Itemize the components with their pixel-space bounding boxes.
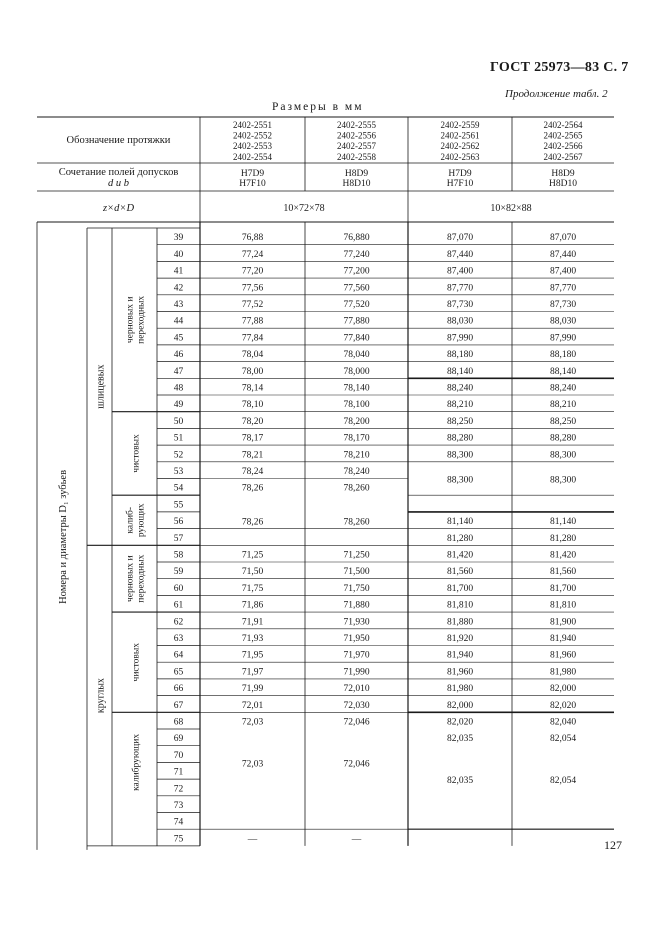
diameter-value: 78,17 [241, 433, 264, 444]
diameter-value: 78,20 [241, 416, 264, 427]
diameter-value: 71,75 [241, 583, 264, 594]
tooth-number: 49 [173, 400, 184, 411]
diameter-value: 76,880 [343, 233, 370, 244]
diameter-value: 71,500 [343, 567, 370, 578]
finish-spline-label: чистовых [131, 434, 142, 473]
designation-code: 2402-2563 [440, 151, 480, 162]
designation-code: 2402-2566 [543, 141, 583, 152]
diameter-value: 77,52 [241, 300, 264, 310]
standard-title: ГОСТ 25973—83 С. 7 [490, 60, 629, 75]
designation-code: 2402-2555 [337, 120, 376, 130]
diameter-value: 71,97 [241, 667, 264, 678]
diameter-value: 71,990 [343, 667, 370, 678]
tooth-number: 75 [173, 834, 184, 845]
diameter-value: 81,560 [446, 567, 474, 578]
tooth-number: 48 [173, 383, 184, 394]
zdD-label: z×d×D [102, 203, 135, 214]
diameter-value: 77,84 [241, 333, 264, 344]
diameter-value: 81,280 [549, 533, 577, 544]
diameter-value: 78,21 [241, 450, 264, 461]
diameter-value-merged: 72,046 [343, 759, 370, 770]
diameter-value: 81,980 [549, 667, 577, 678]
tolerance-code: H7F10 [446, 179, 474, 189]
diameter-value: 71,250 [343, 550, 370, 561]
diameter-value: 81,980 [446, 684, 474, 695]
rough-spline-label: переходных [136, 295, 147, 344]
tolerance-code: H7F10 [239, 179, 266, 189]
diameter-value-merged: 82,035 [446, 776, 474, 787]
diameter-value: 87,730 [446, 300, 474, 310]
diameter-value: 88,300 [446, 450, 474, 461]
tolerance-code: H7D9 [448, 169, 472, 179]
tooth-number: 39 [173, 233, 184, 244]
diameter-value: 88,210 [446, 400, 474, 411]
diameter-value: 71,880 [343, 600, 370, 611]
diameter-value: 78,100 [343, 400, 370, 411]
tolerance-code: H8D9 [344, 169, 369, 179]
page-number: 127 [604, 838, 622, 852]
diameter-value: 78,240 [343, 467, 370, 477]
tooth-number: 70 [173, 750, 184, 761]
diameter-value: 87,400 [446, 266, 474, 277]
diameter-value: 88,240 [549, 383, 577, 394]
designation-code: 2402-2556 [337, 130, 376, 141]
diameter-value: 88,300 [549, 450, 577, 461]
diameter-value: 71,86 [241, 600, 264, 611]
diameter-value: 72,046 [343, 717, 370, 728]
finish-round-label: чистовых [131, 642, 142, 682]
designation-code: 2402-2551 [233, 120, 272, 130]
designation-code: 2402-2552 [233, 130, 272, 141]
diameter-value: 81,940 [549, 634, 577, 644]
designation-code: 2402-2559 [440, 120, 480, 130]
diameter-value: 71,99 [241, 684, 264, 695]
diameter-value: 78,210 [343, 450, 370, 461]
diameter-value: 77,56 [241, 283, 264, 294]
designation-code: 2402-2557 [337, 141, 376, 152]
diameter-value: 82,054 [549, 734, 577, 745]
diameter-value: 81,560 [549, 567, 577, 578]
diameter-value: 81,920 [446, 634, 474, 644]
diameter-value: 88,280 [549, 433, 577, 444]
tooth-number: 65 [173, 667, 184, 678]
diameter-value: 88,030 [549, 316, 577, 327]
diameter-value: 88,250 [446, 416, 474, 427]
diameter-value: 81,810 [549, 600, 577, 611]
diameter-value: 88,140 [446, 366, 474, 377]
diameter-value: 77,200 [343, 266, 370, 277]
rough-round-label: черновых и [125, 555, 136, 603]
diameter-value-merged: 78,260 [343, 517, 370, 528]
diameter-value: 71,50 [241, 567, 264, 578]
tooth-number: 60 [173, 583, 184, 594]
tolerance-code: H8D9 [551, 169, 575, 179]
tooth-number: 43 [173, 300, 184, 310]
tooth-number: 56 [173, 517, 184, 528]
diameter-value: 82,020 [446, 717, 474, 728]
diameter-value: 88,280 [446, 433, 474, 444]
calibrating-round-label: калибрующих [131, 733, 142, 791]
diameter-value: 77,240 [343, 249, 370, 260]
diameter-value: 78,000 [343, 366, 370, 377]
designation-code: 2402-2564 [543, 120, 583, 130]
diameter-value: 72,01 [241, 700, 264, 711]
diameter-value: 81,700 [446, 583, 474, 594]
diameter-value: 87,070 [549, 233, 577, 244]
tooth-number: 41 [173, 266, 184, 277]
tolerance-code: H7D9 [240, 169, 265, 179]
tooth-number: 47 [173, 366, 184, 377]
tolerance-code: H8D10 [342, 179, 371, 189]
tooth-number: 42 [173, 283, 184, 294]
diameter-value: 72,030 [343, 700, 370, 711]
tooth-number: 71 [173, 767, 184, 778]
diameter-value-merged: 72,03 [241, 759, 264, 770]
diameter-value: — [247, 834, 258, 845]
tooth-number: 58 [173, 550, 184, 561]
diameter-value: 87,440 [549, 249, 577, 260]
diameter-value: 76,88 [241, 233, 264, 244]
diameter-value: 78,200 [343, 416, 370, 427]
rough-spline-label: черновых и [125, 296, 136, 344]
spline-teeth-label: шлицевых [95, 364, 107, 409]
tooth-number: 50 [173, 416, 184, 427]
tooth-number: 51 [173, 433, 184, 444]
tooth-number: 69 [173, 734, 184, 745]
diameter-value: 88,180 [446, 350, 474, 361]
diameter-value: 82,035 [446, 734, 474, 745]
diameter-value: 77,880 [343, 316, 370, 327]
diameter-value: 81,810 [446, 600, 474, 611]
diameter-value: 77,24 [241, 249, 264, 260]
tooth-number: 66 [173, 684, 184, 695]
table-continuation-note: Продолжение табл. 2 [505, 88, 608, 100]
tooth-number: 63 [173, 634, 184, 644]
tolerance-label: Сочетание полей допусков [58, 167, 179, 178]
designation-label: Обозначение протяжки [66, 135, 171, 146]
diameter-value: 88,180 [549, 350, 577, 361]
tooth-number: 62 [173, 617, 184, 628]
diameter-value-merged: 78,26 [241, 517, 264, 528]
tooth-number: 46 [173, 350, 184, 361]
diameter-value: 81,960 [446, 667, 474, 678]
diameter-value: 88,210 [549, 400, 577, 411]
tooth-number: 68 [173, 717, 184, 728]
round-teeth-label: круглых [95, 678, 107, 714]
designation-code: 2402-2565 [543, 130, 583, 141]
diameter-value: 87,730 [549, 300, 577, 310]
diameter-value: 71,91 [241, 617, 264, 628]
diameter-value: 81,900 [549, 617, 577, 628]
tooth-number: 74 [173, 817, 184, 828]
diameter-value: 81,700 [549, 583, 577, 594]
tooth-number: 55 [173, 500, 184, 511]
diameter-value: 77,560 [343, 283, 370, 294]
diameter-value: 71,950 [343, 634, 370, 644]
calibrating-spline-label: рующих [136, 503, 147, 538]
diameter-value: 82,040 [549, 717, 577, 728]
diameter-value: 81,140 [446, 517, 474, 528]
diameter-value: 71,93 [241, 634, 264, 644]
diameter-value: 78,170 [343, 433, 370, 444]
diameter-value: 78,260 [343, 483, 370, 494]
diameter-value: 82,000 [549, 684, 577, 695]
diameter-value: 82,000 [446, 700, 474, 711]
rough-round-label: переходных [136, 554, 147, 603]
diameter-value: 81,420 [446, 550, 474, 561]
designation-code: 2402-2561 [440, 130, 480, 141]
tooth-number: 54 [173, 483, 184, 494]
diameter-value: 78,26 [241, 483, 264, 494]
diameter-value: 72,010 [343, 684, 370, 695]
diameter-value: 78,10 [241, 400, 264, 411]
diameter-value: 88,250 [549, 416, 577, 427]
diameter-value: 81,420 [549, 550, 577, 561]
tooth-number: 40 [173, 249, 184, 260]
tooth-number: 53 [173, 467, 184, 477]
diameter-value: 87,770 [446, 283, 474, 294]
tooth-number: 44 [173, 316, 184, 327]
diameter-value: 78,140 [343, 383, 370, 394]
designation-code: 2402-2553 [233, 141, 272, 152]
diameter-value: 81,880 [446, 617, 474, 628]
tooth-number: 45 [173, 333, 184, 344]
diameter-value: 87,400 [549, 266, 577, 277]
designation-code: 2402-2567 [543, 151, 583, 162]
diameter-value-merged: 88,300 [446, 475, 474, 486]
diameter-value: 78,24 [241, 467, 264, 477]
tolerance-code: H8D10 [549, 179, 577, 189]
diameter-value: 71,95 [241, 650, 264, 661]
tooth-number: 64 [173, 650, 184, 661]
diameter-value: 87,070 [446, 233, 474, 244]
designation-code: 2402-2558 [337, 151, 376, 162]
tooth-number: 67 [173, 700, 184, 711]
tolerance-label-sub: d и b [108, 178, 129, 189]
diameter-value: 72,03 [241, 717, 264, 728]
diameter-value: 71,930 [343, 617, 370, 628]
diameter-value: 77,520 [343, 300, 370, 310]
diameter-value: 81,280 [446, 533, 474, 544]
designation-code: 2402-2562 [440, 141, 480, 152]
diameter-value: 87,440 [446, 249, 474, 260]
diameter-value: 88,030 [446, 316, 474, 327]
tooth-number: 59 [173, 567, 184, 578]
diameter-value: 87,770 [549, 283, 577, 294]
tooth-number: 52 [173, 450, 184, 461]
diameter-value-merged: 88,300 [549, 475, 577, 486]
sizes-note: Размеры в мм [272, 101, 364, 113]
diameter-value: 81,940 [446, 650, 474, 661]
diameter-value: 81,960 [549, 650, 577, 661]
diameter-value: 87,990 [549, 333, 577, 344]
calibrating-spline-label: калиб- [125, 506, 136, 534]
tooth-number: 57 [173, 533, 184, 544]
tooth-numbers-diameters-label: Номера и диаметры D₁ зубьев [58, 469, 69, 604]
diameter-value: 87,990 [446, 333, 474, 344]
diameter-value: 88,140 [549, 366, 577, 377]
diameter-value: 82,020 [549, 700, 577, 711]
diameter-value: 77,840 [343, 333, 370, 344]
diameter-value: — [351, 834, 362, 845]
diameter-value: 78,00 [241, 366, 264, 377]
diameter-value: 77,20 [241, 266, 264, 277]
tooth-number: 61 [173, 600, 184, 611]
diameter-value: 71,25 [241, 550, 264, 561]
diameter-value: 71,750 [343, 583, 370, 594]
size-10x82x88: 10×82×88 [490, 203, 532, 214]
diameter-value-merged: 82,054 [549, 776, 577, 787]
diameter-value: 78,04 [241, 350, 264, 361]
diameter-value: 88,240 [446, 383, 474, 394]
diameter-value: 71,970 [343, 650, 370, 661]
tooth-number: 73 [173, 801, 184, 811]
designation-code: 2402-2554 [233, 151, 272, 162]
size-10x72x78: 10×72×78 [283, 203, 325, 214]
diameter-value: 78,14 [241, 383, 264, 394]
tooth-number: 72 [173, 784, 184, 795]
diameter-value: 78,040 [343, 350, 370, 361]
diameter-value: 77,88 [241, 316, 264, 327]
diameter-value: 81,140 [549, 517, 577, 528]
